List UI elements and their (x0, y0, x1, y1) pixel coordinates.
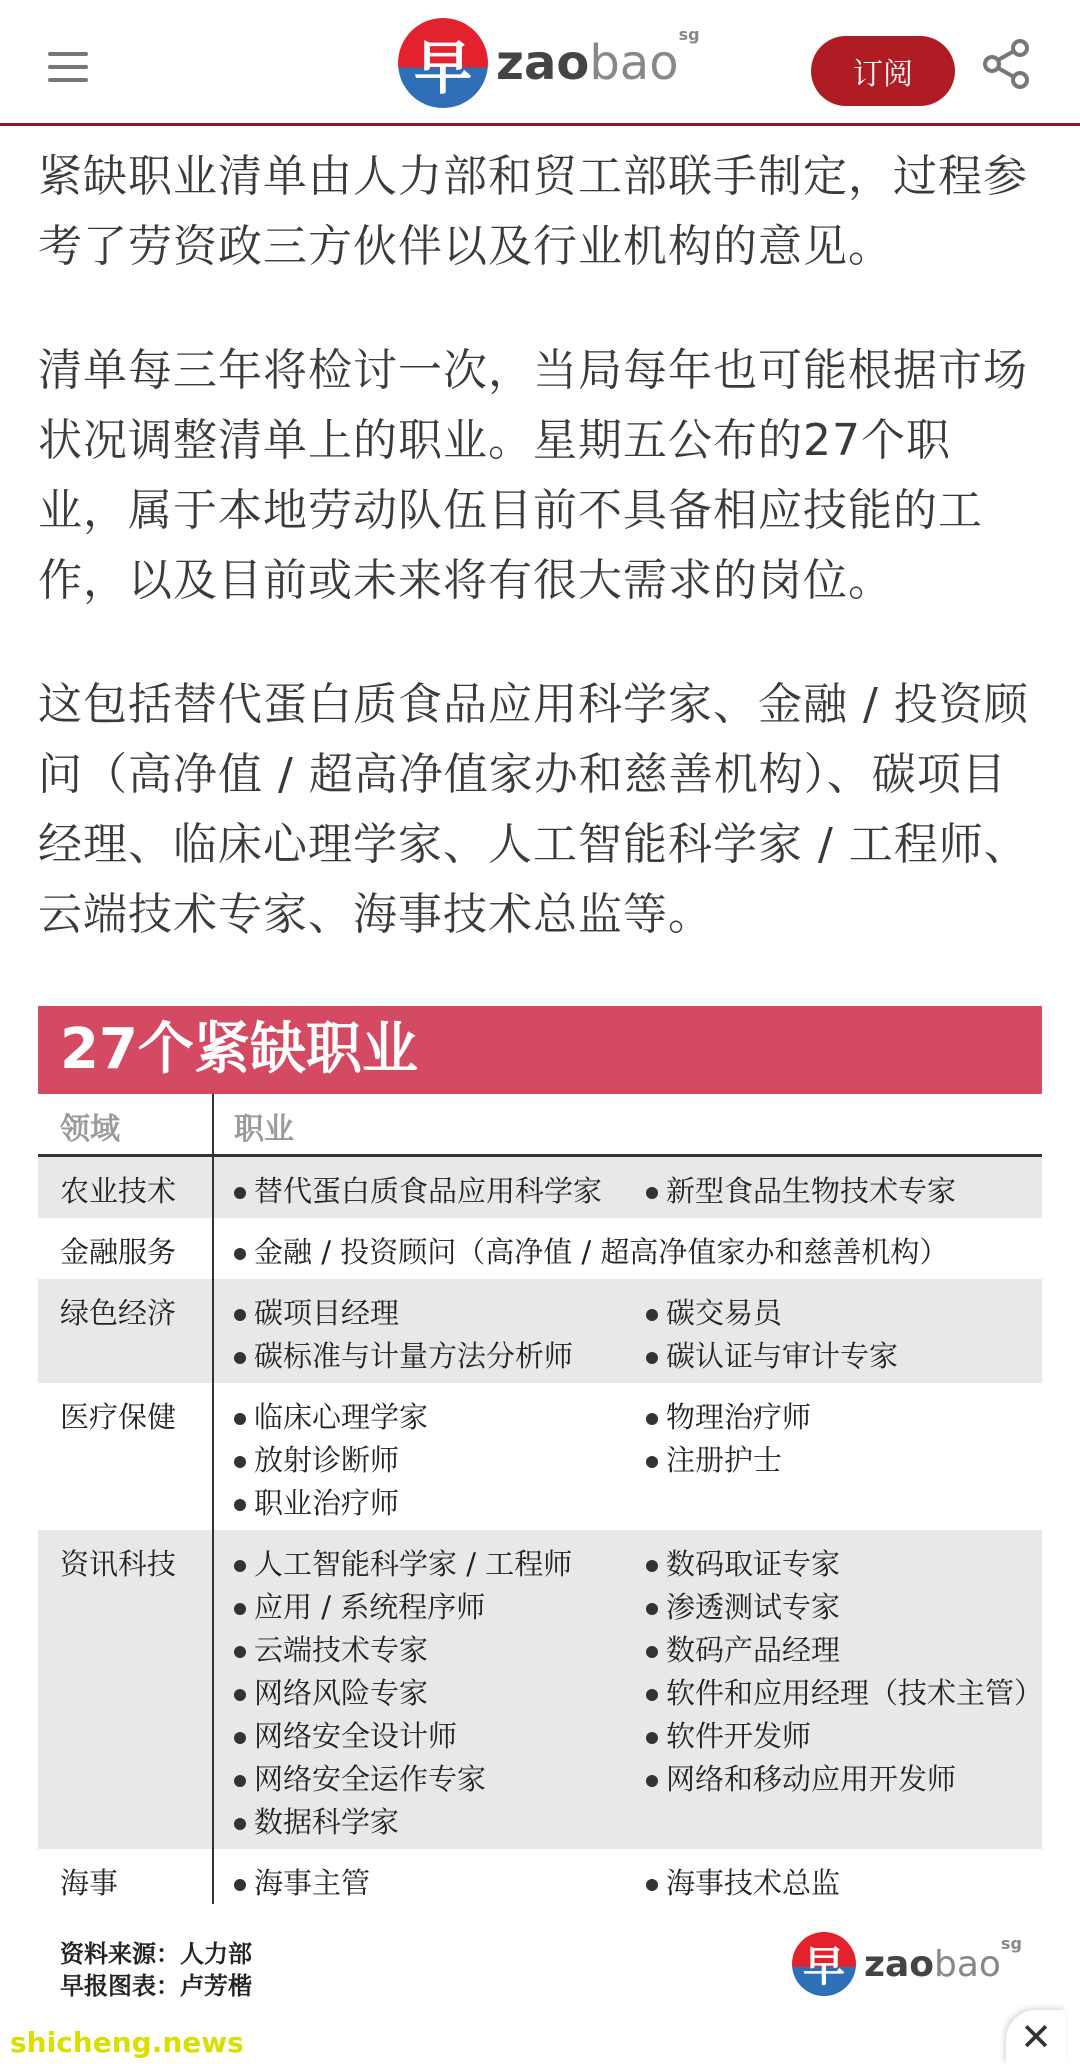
occupation-name: 职业治疗师 (254, 1486, 400, 1520)
occupation-name: 云端技术专家 (254, 1633, 429, 1667)
occupation-item (646, 1395, 811, 1436)
bullet-icon (234, 1646, 246, 1658)
bullet-icon (646, 1879, 658, 1891)
bullet-icon (646, 1732, 658, 1744)
article-paragraph: 这包括替代蛋白质食品应用科学家、金融 / 投资顾问（高净值 / 超高净值家办和慈善机构）、碳项目经理、临床心理学家、人工智能科学家 / 工程师、云端技术专家、海事技术总监等。 (38, 679, 1029, 940)
bullet-icon (234, 1309, 246, 1321)
bullet-icon (646, 1775, 658, 1787)
occupation-item (646, 1291, 782, 1332)
bullet-icon (234, 1603, 246, 1615)
bullet-icon (234, 1818, 246, 1830)
bullet-icon (646, 1413, 658, 1425)
occupation-row (38, 1218, 1042, 1279)
domain-label: 绿色经济 (60, 1296, 177, 1330)
bullet-icon (234, 1352, 246, 1364)
occupation-name: 人工智能科学家 / 工程师 (254, 1547, 573, 1581)
occupation-item (234, 1861, 370, 1902)
zaobao-logo[interactable] (398, 16, 700, 110)
occupation-name: 金融 / 投资顾问（高净值 / 超高净值家办和慈善机构） (254, 1235, 949, 1269)
article-paragraph: 清单每三年将检讨一次，当局每年也可能根据市场状况调整清单上的职业。星期五公布的27个职业，属于本地劳动队伍目前不具备相应技能的工作，以及目前或未来将有很大需求的岗位。 (38, 345, 1028, 606)
source-line: 资料来源：人力部 (60, 1940, 252, 1968)
occupation-name: 海事主管 (254, 1866, 371, 1900)
occupation-item (234, 1757, 486, 1798)
shortage-occupations-graphic (38, 1006, 1044, 2000)
occupation-item (234, 1291, 399, 1332)
occupation-item (234, 1542, 572, 1583)
occupation-name: 放射诊断师 (254, 1443, 400, 1477)
bullet-icon (234, 1775, 246, 1787)
occupation-name: 网络安全设计师 (254, 1719, 458, 1753)
graphic-title: 27个紧缺职业 (38, 1006, 1042, 1094)
occupation-item (234, 1230, 948, 1271)
occupation-name: 数码取证专家 (666, 1547, 841, 1581)
column-header-domain: 领域 (60, 1112, 120, 1147)
occupation-name: 碳项目经理 (254, 1296, 400, 1330)
occupation-item (234, 1481, 399, 1522)
domain-label: 海事 (60, 1866, 119, 1900)
occupation-item (646, 1334, 898, 1375)
occupation-name: 注册护士 (666, 1443, 783, 1477)
occupation-item (234, 1714, 457, 1755)
occupation-item (646, 1542, 840, 1583)
occupation-item (646, 1169, 956, 1210)
occupation-name: 碳标准与计量方法分析师 (254, 1339, 574, 1373)
bullet-icon (234, 1248, 246, 1260)
bullet-icon (234, 1187, 246, 1199)
occupation-name: 临床心理学家 (254, 1400, 429, 1434)
occupation-name: 软件开发师 (666, 1719, 812, 1753)
bullet-icon (234, 1879, 246, 1891)
occupation-item (234, 1800, 399, 1841)
occupation-name: 网络和移动应用开发师 (666, 1762, 957, 1796)
bullet-icon (234, 1499, 246, 1511)
occupation-name: 数码产品经理 (666, 1633, 841, 1667)
credit-line: 早报图表：卢芳楷 (60, 1972, 252, 2000)
graphic-footer (38, 1932, 1042, 2032)
occupation-item (646, 1861, 840, 1902)
domain-label: 金融服务 (60, 1235, 177, 1269)
occupation-item (234, 1395, 428, 1436)
logo-wordmark: zaobao$^{sg}$ (496, 25, 700, 91)
article-body (38, 142, 1038, 950)
bullet-icon (646, 1352, 658, 1364)
domain-label: 资讯科技 (60, 1547, 177, 1581)
occupation-row (38, 1279, 1042, 1383)
article-paragraph: 紧缺职业清单由人力部和贸工部联手制定，过程参考了劳资政三方伙伴以及行业机构的意见。 (38, 151, 1028, 272)
occupation-name: 网络安全运作专家 (254, 1762, 487, 1796)
occupation-name: 网络风险专家 (254, 1676, 429, 1710)
occupation-name: 数据科学家 (254, 1805, 400, 1839)
column-divider (212, 1094, 214, 1904)
footer-logo-mark: 早 (792, 1932, 856, 1996)
bullet-icon (646, 1689, 658, 1701)
bullet-icon (646, 1646, 658, 1658)
occupation-name: 渗透测试专家 (666, 1590, 841, 1624)
bullet-icon (234, 1732, 246, 1744)
domain-label: 医疗保健 (60, 1400, 177, 1434)
column-header-occupation: 职业 (234, 1112, 294, 1147)
share-icon[interactable] (980, 38, 1032, 90)
occupation-table (38, 1157, 1042, 1910)
hamburger-menu-icon[interactable] (48, 52, 88, 84)
occupation-row (38, 1530, 1042, 1849)
occupation-row (38, 1383, 1042, 1530)
occupation-item (234, 1438, 399, 1479)
logo-mark: 早 (398, 18, 488, 108)
bullet-icon (234, 1456, 246, 1468)
occupation-name: 海事技术总监 (666, 1866, 841, 1900)
top-bar (0, 0, 1080, 126)
bullet-icon (646, 1603, 658, 1615)
footer-logo (792, 1932, 1022, 1996)
site-watermark: shicheng.news (10, 2026, 244, 2059)
bullet-icon (234, 1689, 246, 1701)
occupation-item (234, 1585, 485, 1626)
occupation-item (646, 1714, 811, 1755)
occupation-name: 碳认证与审计专家 (666, 1339, 899, 1373)
occupation-name: 物理治疗师 (666, 1400, 812, 1434)
bullet-icon (234, 1560, 246, 1572)
occupation-item (234, 1671, 428, 1712)
bullet-icon (646, 1456, 658, 1468)
graphic-header-row (38, 1094, 1042, 1157)
occupation-item (646, 1757, 956, 1798)
occupation-item (234, 1169, 602, 1210)
close-icon[interactable]: ✕ (1006, 2010, 1066, 2064)
bullet-icon (234, 1413, 246, 1425)
occupation-item (234, 1628, 428, 1669)
bullet-icon (646, 1309, 658, 1321)
occupation-name: 新型食品生物技术专家 (666, 1174, 957, 1208)
occupation-row (38, 1157, 1042, 1218)
occupation-item (646, 1438, 782, 1479)
occupation-item (646, 1671, 1043, 1712)
occupation-row (38, 1849, 1042, 1910)
occupation-name: 碳交易员 (666, 1296, 783, 1330)
occupation-name: 应用 / 系统程序师 (254, 1590, 486, 1624)
domain-label: 农业技术 (60, 1174, 177, 1208)
footer-logo-wordmark: zaobao$^{sg}$ (864, 1933, 1022, 1985)
source-note (60, 1938, 252, 2002)
occupation-item (646, 1585, 840, 1626)
occupation-item (646, 1628, 840, 1669)
subscribe-button[interactable]: 订阅 (811, 36, 955, 106)
occupation-item (234, 1334, 573, 1375)
bullet-icon (646, 1560, 658, 1572)
occupation-name: 替代蛋白质食品应用科学家 (254, 1174, 603, 1208)
bullet-icon (646, 1187, 658, 1199)
occupation-name: 软件和应用经理（技术主管） (666, 1676, 1044, 1710)
